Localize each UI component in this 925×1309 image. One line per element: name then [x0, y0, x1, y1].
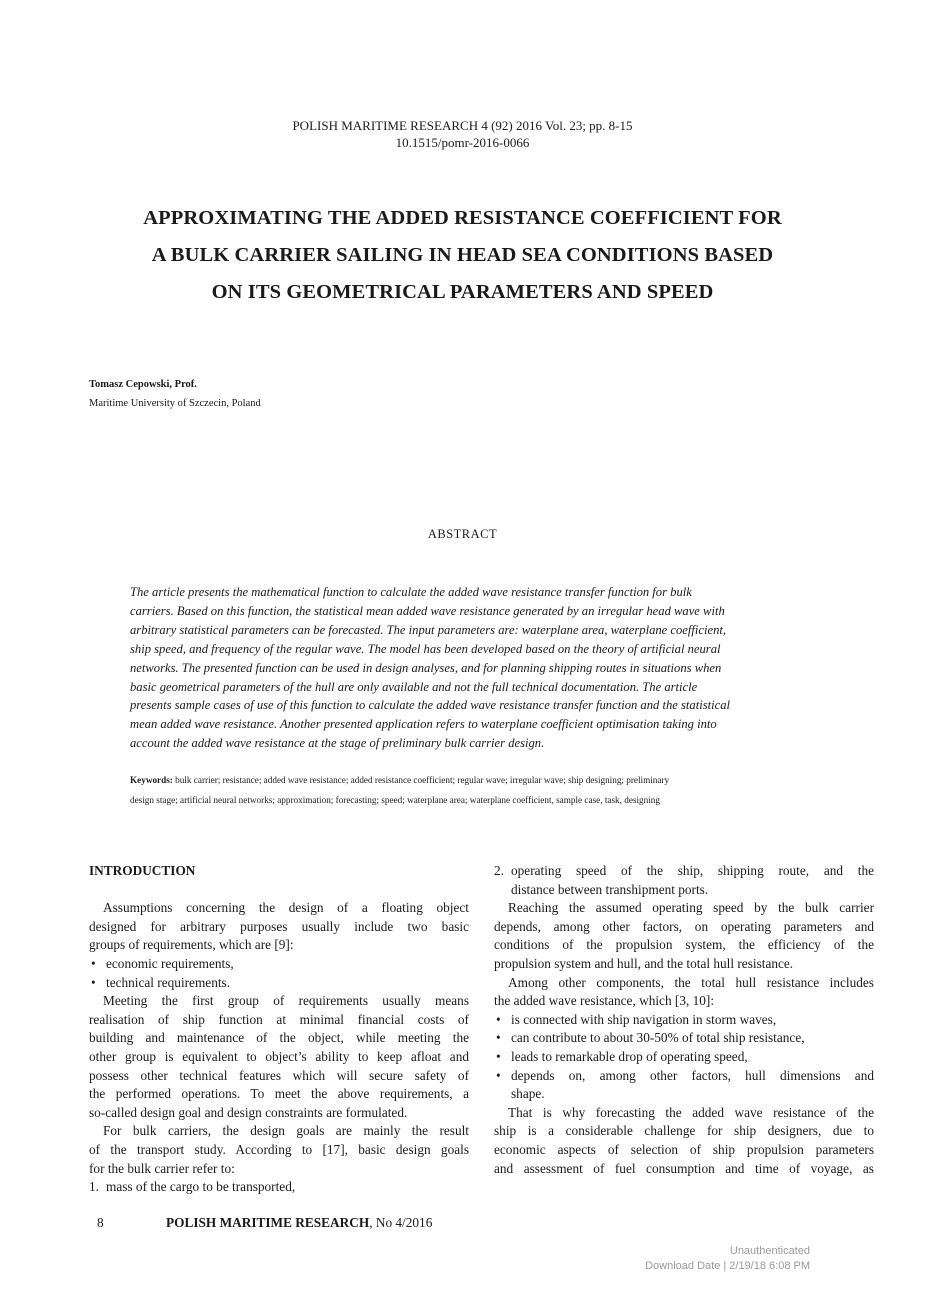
bullet-item: • can contribute to about 30-50% of total ship resistance,	[494, 1029, 874, 1048]
doi: 10.1515/pomr-2016-0066	[395, 135, 530, 150]
footer-journal	[166, 1215, 432, 1231]
body-line: for the bulk carrier refer to:	[89, 1160, 235, 1176]
body-line: of the transport study. According to [17], basic design goals	[89, 1141, 469, 1157]
keywords	[130, 770, 840, 810]
author-name: Tomasz Cepowski, Prof.	[89, 379, 197, 390]
section-heading: INTRODUCTION	[89, 863, 196, 878]
abstract-line: The article presents the mathematical function to calculate the added wave resistance transfer function for bulk	[130, 585, 692, 599]
bullet-item: • is connected with ship navigation in storm waves,	[494, 1011, 874, 1030]
author-affiliation: Maritime University of Szczecin, Poland	[89, 398, 261, 409]
abstract-line: carriers. Based on this function, the statistical mean added wave resistance generated by an irregular head wave with	[130, 603, 725, 618]
body-line: Reaching the assumed operating speed by the bulk carrier	[508, 900, 874, 916]
body-line: designed for arbitrary purposes usually include two basic	[89, 918, 469, 934]
footer-journal-name: POLISH MARITIME RESEARCH	[166, 1215, 370, 1230]
body-line: That is why forecasting the added wave resistance of the	[508, 1104, 874, 1120]
title-line: ON ITS GEOMETRICAL PARAMETERS AND SPEED	[211, 281, 714, 303]
bullet-item: • leads to remarkable drop of operating speed,	[494, 1048, 874, 1067]
body-line: ship is a considerable challenge for ship designers, due to	[494, 1123, 874, 1139]
footer-issue: , No 4/2016	[369, 1215, 433, 1230]
bullet-item: • economic requirements,	[89, 955, 469, 974]
title-line: A BULK CARRIER SAILING IN HEAD SEA CONDITIONS BASED	[151, 244, 774, 266]
abstract-line: presents sample cases of use of this function to calculate the added wave resistance transfer function and the statistical	[130, 698, 730, 713]
page-number: 8	[97, 1215, 104, 1230]
numbered-item	[89, 1178, 469, 1197]
body-line: propulsion system and hull, and the total hull resistance.	[494, 955, 794, 971]
journal-citation: POLISH MARITIME RESEARCH 4 (92) 2016 Vol. 23; pp. 8-15	[292, 118, 633, 133]
body-line: Assumptions concerning the design of a floating object	[103, 900, 469, 916]
abstract-line: basic geometrical parameters of the hull are only available and not the full technical documentation. The article	[130, 679, 698, 694]
left-column	[89, 862, 469, 1197]
body-line: depends, among other factors, on operating parameters and	[494, 918, 874, 934]
body-line: possess other technical features which will secure safety of	[89, 1067, 469, 1083]
body-line: Meeting the first group of requirements usually means	[103, 993, 469, 1009]
item-number: 2.	[494, 863, 504, 878]
body-line: the performed operations. To meet the above requirements, a	[89, 1086, 469, 1102]
article-title	[0, 200, 925, 311]
item-text: mass of the cargo to be transported,	[106, 1179, 296, 1195]
bullet-item: • depends on, among other factors, hull dimensions and	[494, 1067, 874, 1086]
body-line: and assessment of fuel consumption and time of voyage, as	[494, 1160, 874, 1176]
abstract-line: account the added wave resistance at the stage of preliminary bulk carrier design.	[130, 736, 545, 751]
body-line: realisation of ship function at minimal financial costs of	[89, 1011, 469, 1027]
body-line: groups of requirements, which are [9]:	[89, 937, 294, 953]
body-line: so-called design goal and design constraints are formulated.	[89, 1104, 408, 1120]
body-line: Among other components, the total hull resistance includes	[508, 974, 874, 990]
watermark-line: Unauthenticated	[729, 1245, 810, 1257]
abstract-heading: ABSTRACT	[427, 527, 498, 541]
abstract-line: ship speed, and frequency of the regular wave. The model has been developed based on the theory of artificial neural	[130, 641, 721, 656]
body-line: other group is equivalent to object’s ability to keep afloat and	[89, 1048, 469, 1064]
keywords-text: bulk carrier; resistance; added wave resistance; added resistance coefficient; regular wave; irregular wave; ship designing; preliminary	[172, 775, 670, 785]
body-line: For bulk carriers, the design goals are mainly the result	[103, 1123, 469, 1139]
keywords-label: Keywords:	[130, 775, 173, 785]
abstract-text	[130, 583, 836, 753]
body-line: conditions of the propulsion system, the efficiency of the	[494, 937, 874, 953]
keywords-line: design stage; artificial neural networks; approximation; forecasting; speed; waterplane area; waterplane coefficient, sample case, task, designing	[130, 795, 660, 805]
item-number: 1.	[89, 1179, 99, 1195]
body-line: the added wave resistance, which [3, 10]:	[494, 993, 715, 1009]
journal-header	[0, 117, 925, 151]
watermark-line: Download Date | 2/19/18 6:08 PM	[645, 1259, 810, 1272]
item-continuation: distance between transhipment ports.	[511, 881, 709, 897]
item-text: operating speed of the ship, shipping route, and the	[511, 863, 874, 878]
body-line: economic aspects of selection of ship propulsion parameters	[494, 1141, 874, 1157]
keywords-line	[130, 770, 840, 790]
item-continuation: shape.	[511, 1086, 545, 1102]
abstract-line: mean added wave resistance. Another presented application refers to waterplane coefficient optimisation taking into	[130, 717, 717, 732]
title-line: APPROXIMATING THE ADDED RESISTANCE COEFFICIENT FOR	[143, 207, 782, 229]
right-column	[494, 862, 874, 1178]
download-watermark	[645, 1244, 810, 1273]
bullet-item: • technical requirements.	[89, 974, 469, 993]
abstract-line: arbitrary statistical parameters can be forecasted. The input parameters are: waterplane area, waterplane coefficient,	[130, 622, 727, 637]
numbered-item	[494, 862, 874, 881]
abstract-line: networks. The presented function can be used in design analyses, and for planning shipping routes in situations when	[130, 660, 722, 675]
body-line: building and maintenance of the object, while meeting the	[89, 1030, 469, 1046]
